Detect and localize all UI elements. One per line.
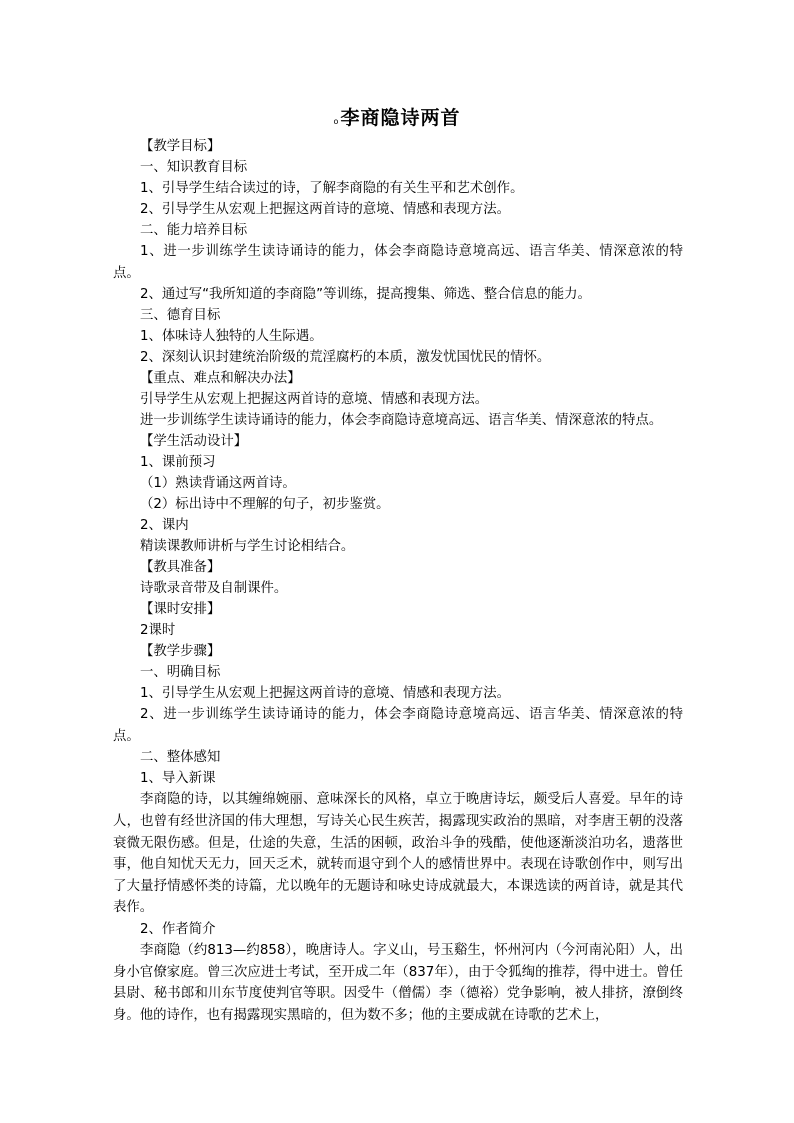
paragraph: 引导学生从宏观上把握这两首诗的意境、情感和表现方法。	[140, 392, 489, 408]
subheading-in-class: 2、课内	[140, 518, 189, 534]
list-item: 1、引导学生结合读过的诗，了解李商隐的有关生平和艺术创作。	[140, 181, 524, 196]
section-heading-steps: 【教学步骤】	[140, 644, 221, 660]
document-title	[0, 104, 794, 136]
section-heading-schedule: 【课时安排】	[140, 602, 221, 618]
title-marker: o	[333, 117, 340, 126]
subheading-overall-perception: 二、整体感知	[140, 750, 221, 766]
section-heading-materials: 【教具准备】	[140, 560, 221, 576]
list-item: 2、通过写“我所知道的李商隐”等训练，提高搜集、筛选、整合信息的能力。	[140, 287, 591, 303]
subheading-preview: 1、课前预习	[140, 455, 216, 471]
paragraph: 诗歌录音带及自制课件。	[140, 581, 288, 597]
paragraph: 李商隐的诗，以其缠绵婉丽、意味深长的风格，卓立于晚唐诗坛，颇受后人喜爱。早年的诗人，也曾有经世济国的伟大理想，写诗关心民生疾苦，揭露现实政治的黑暗，对李唐王朝的没落衰微无限伤感。但是，仕途的失意，生活的困顿，政治斗争的残酷，使他逐渐淡泊功名，遗落世事，他自知忧天无力，回天乏术，就转而退守到个人的感情世界中。表现在诗歌创作中，则写出了大量抒情感怀类的诗篇，尤以晚年的无题诗和咏史诗成就最大，本课选读的两首诗，就是其代表作。	[113, 792, 683, 916]
paragraph: 精读课教师讲析与学生讨论相结合。	[140, 539, 355, 555]
list-item: 2、引导学生从宏观上把握这两首诗的意境、情感和表现方法。	[140, 202, 511, 217]
list-item: 2、进一步训练学生读诗诵诗的能力，体会李商隐诗意境高远、语言华美、情深意浓的特点。	[113, 707, 683, 744]
list-item: 1、进一步训练学生读诗诵诗的能力，体会李商隐诗意境高远、语言华美、情深意浓的特点。	[113, 244, 683, 281]
paragraph: 2课时	[140, 623, 176, 639]
subheading-moral: 三、德育目标	[140, 308, 221, 324]
subheading-introduction: 1、导入新课	[140, 771, 216, 787]
section-heading-objectives: 【教学目标】	[140, 139, 221, 154]
subheading-clarify-goals: 一、明确目标	[140, 665, 221, 681]
section-heading-key-points: 【重点、难点和解决办法】	[140, 371, 301, 387]
list-item: （2）标出诗中不理解的句子，初步鉴赏。	[140, 497, 390, 513]
paragraph: 李商隐（约813—约858），晚唐诗人。字义山，号玉谿生，怀州河内（今河南沁阳）人，出身小官僚家庭。曾三次应进士考试，至开成二年（837年），由于令狐绹的推荐，得中进士。曾任县尉、秘书郎和川东节度使判官等职。因受牛（僧儒）李（德裕）党争影响，被人排挤，潦倒终身。他的诗作，也有揭露现实黑暗的，但为数不多；他的主要成就在诗歌的艺术上，	[113, 942, 683, 1023]
subheading-author-bio: 2、作者简介	[140, 921, 216, 937]
list-item: 1、体味诗人独特的人生际遇。	[140, 329, 323, 345]
list-item: 2、深刻认识封建统治阶级的荒淫腐朽的本质，激发忧国忧民的情怀。	[140, 350, 551, 366]
document-body	[113, 136, 683, 1026]
section-heading-activities: 【学生活动设计】	[140, 434, 248, 450]
list-item: 1、引导学生从宏观上把握这两首诗的意境、情感和表现方法。	[140, 686, 511, 702]
paragraph: 进一步训练学生读诗诵诗的能力，体会李商隐诗意境高远、语言华美、情深意浓的特点。	[140, 413, 663, 429]
subheading-ability: 二、能力培养目标	[140, 223, 248, 238]
list-item: （1）熟读背诵这两首诗。	[140, 476, 296, 492]
subheading-knowledge: 一、知识教育目标	[140, 160, 248, 175]
title-text: 李商隐诗两首	[340, 107, 461, 129]
